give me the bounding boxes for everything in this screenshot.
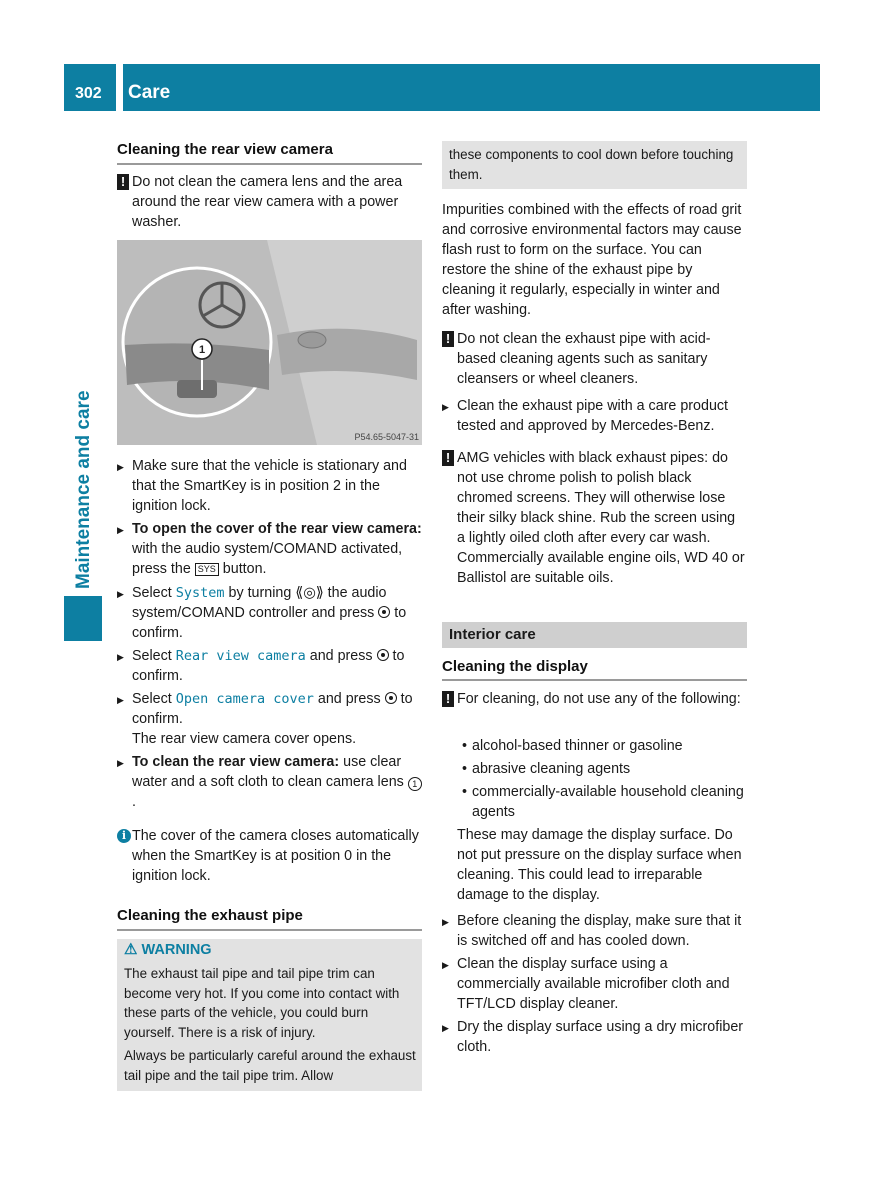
rear-camera-heading: Cleaning the rear view camera bbox=[117, 141, 333, 158]
warning-header: ⚠ WARNING bbox=[124, 941, 212, 958]
page-header bbox=[64, 64, 820, 111]
bullet-dot: • bbox=[462, 784, 468, 800]
callout-ref: 1 bbox=[408, 777, 422, 791]
page-title: Care bbox=[128, 82, 171, 103]
step-arrow-icon: ▶ bbox=[117, 525, 124, 535]
page-number: 302 bbox=[75, 85, 102, 102]
menu-system: System bbox=[175, 585, 225, 601]
exhaust-heading: Cleaning the exhaust pipe bbox=[117, 907, 303, 924]
controller-turn-icon: ⟪◎⟫ bbox=[295, 585, 324, 601]
warning-text: The exhaust tail pipe and tail pipe trim can become very hot. If you come into contact with these parts of the vehicle, you could burn yourself. There is a risk of injury. bbox=[124, 966, 400, 1040]
menu-open-camera-cover: Open camera cover bbox=[175, 691, 314, 707]
step-arrow-icon: ▶ bbox=[442, 960, 449, 970]
display-heading: Cleaning the display bbox=[442, 658, 588, 675]
step-clean-camera: ▶ To clean the rear view camera: use clear water and a soft cloth to clean camera lens 1. bbox=[117, 752, 422, 812]
step-arrow-icon: ▶ bbox=[442, 402, 449, 412]
chapter-tab bbox=[64, 111, 102, 641]
exclamation-icon: ! bbox=[442, 331, 454, 347]
exclamation-icon: ! bbox=[442, 450, 454, 466]
heading-rule bbox=[442, 679, 747, 681]
step-arrow-icon: ▶ bbox=[117, 758, 124, 768]
acid-note: ! Do not clean the exhaust pipe with acid-based cleaning agents such as sanitary cleansers or wheel cleaners. bbox=[442, 329, 747, 389]
warning-box bbox=[117, 939, 422, 1091]
heading-rule bbox=[117, 929, 422, 931]
photo-callout: 1 bbox=[198, 344, 206, 356]
list-item: • alcohol-based thinner or gasoline bbox=[462, 738, 683, 754]
damage-paragraph: These may damage the display surface. Do not put pressure on the display surface when cleaning. This could lead to irreparable damage to the display. bbox=[457, 827, 742, 903]
info-note: i The cover of the camera closes automatically when the SmartKey is at position 0 in the ignition lock. bbox=[117, 826, 422, 886]
step-select-system: ▶ Select System by turning ⟪◎⟫ the audio system/COMAND controller and press to confirm. bbox=[117, 585, 407, 641]
heading-rule bbox=[117, 163, 422, 165]
step-select-rear-camera: ▶ Select Rear view camera and press to confirm. bbox=[117, 648, 405, 684]
display-step-dry: ▶ Dry the display surface using a dry microfiber cloth. bbox=[442, 1019, 744, 1055]
step-open-cover: ▶ To open the cover of the rear view camera: with the audio system/COMAND activated, press the SYS button. bbox=[117, 521, 422, 577]
list-item: • commercially-available household cleaning agents bbox=[462, 784, 744, 820]
car-rear-illustration bbox=[117, 240, 422, 445]
rear-camera-note: ! Do not clean the camera lens and the area around the rear view camera with a power washer. bbox=[117, 172, 422, 232]
info-icon: i bbox=[117, 829, 131, 843]
exclamation-icon: ! bbox=[442, 691, 454, 707]
step-arrow-icon: ▶ bbox=[442, 1023, 449, 1033]
bullet-dot: • bbox=[462, 738, 468, 754]
step-arrow-icon: ▶ bbox=[117, 652, 124, 662]
step-result: The rear view camera cover opens. bbox=[132, 731, 357, 747]
warning-box-continued bbox=[442, 141, 747, 189]
warning-text-continued: these components to cool down before touching them. bbox=[449, 147, 734, 182]
menu-rear-view-camera: Rear view camera bbox=[175, 648, 306, 664]
rear-camera-photo bbox=[117, 240, 422, 445]
step-open-camera-cover: ▶ Select Open camera cover and press to confirm. The rear view camera cover opens. bbox=[117, 691, 413, 747]
display-note: ! For cleaning, do not use any of the following: bbox=[442, 689, 747, 709]
controller-press-icon bbox=[378, 606, 390, 618]
warning-text-cont: Always be particularly careful around the exhaust tail pipe and the tail pipe trim. Allow bbox=[124, 1048, 416, 1083]
display-step-clean: ▶ Clean the display surface using a commercially available microfiber cloth and TFT/LCD display cleaner. bbox=[442, 956, 730, 1012]
controller-press-icon bbox=[377, 649, 389, 661]
bullet-dot: • bbox=[462, 761, 468, 777]
photo-code: P54.65-5047-31 bbox=[354, 432, 419, 442]
care-product-step: ▶ Clean the exhaust pipe with a care product tested and approved by Mercedes-Benz. bbox=[442, 398, 729, 434]
header-separator bbox=[116, 64, 123, 111]
step-arrow-icon: ▶ bbox=[442, 917, 449, 927]
impurities-paragraph: Impurities combined with the effects of road grit and corrosive environmental factors may cause flash rust to form on the surface. You can restore the shine of the exhaust pipe by cleaning it regularly, especially in winter and after washing. bbox=[442, 202, 742, 318]
list-item: • abrasive cleaning agents bbox=[462, 761, 631, 777]
step-arrow-icon: ▶ bbox=[117, 589, 124, 599]
section-interior-care: Interior care bbox=[442, 622, 747, 648]
exclamation-icon: ! bbox=[117, 174, 129, 190]
step-stationary: ▶ Make sure that the vehicle is stationary and that the SmartKey is in position 2 in the ignition lock. bbox=[117, 458, 407, 514]
step-arrow-icon: ▶ bbox=[117, 462, 124, 472]
chapter-tab-marker bbox=[64, 596, 102, 641]
sys-button-icon: SYS bbox=[195, 563, 219, 576]
warning-triangle-icon: ⚠ bbox=[124, 941, 138, 958]
controller-press-icon bbox=[385, 692, 397, 704]
step-arrow-icon: ▶ bbox=[117, 695, 124, 705]
display-step-off: ▶ Before cleaning the display, make sure that it is switched off and has cooled down. bbox=[442, 913, 742, 949]
amg-note: ! AMG vehicles with black exhaust pipes: do not use chrome polish to polish black chromed screens. They will otherwise lose their silky black shine. Rub the screen using a lightly oiled cloth after every car wash. Commercially available engine oils, WD 40 or Ballistol are suitable oils. bbox=[442, 448, 747, 588]
chapter-label: Maintenance and care bbox=[73, 390, 94, 589]
